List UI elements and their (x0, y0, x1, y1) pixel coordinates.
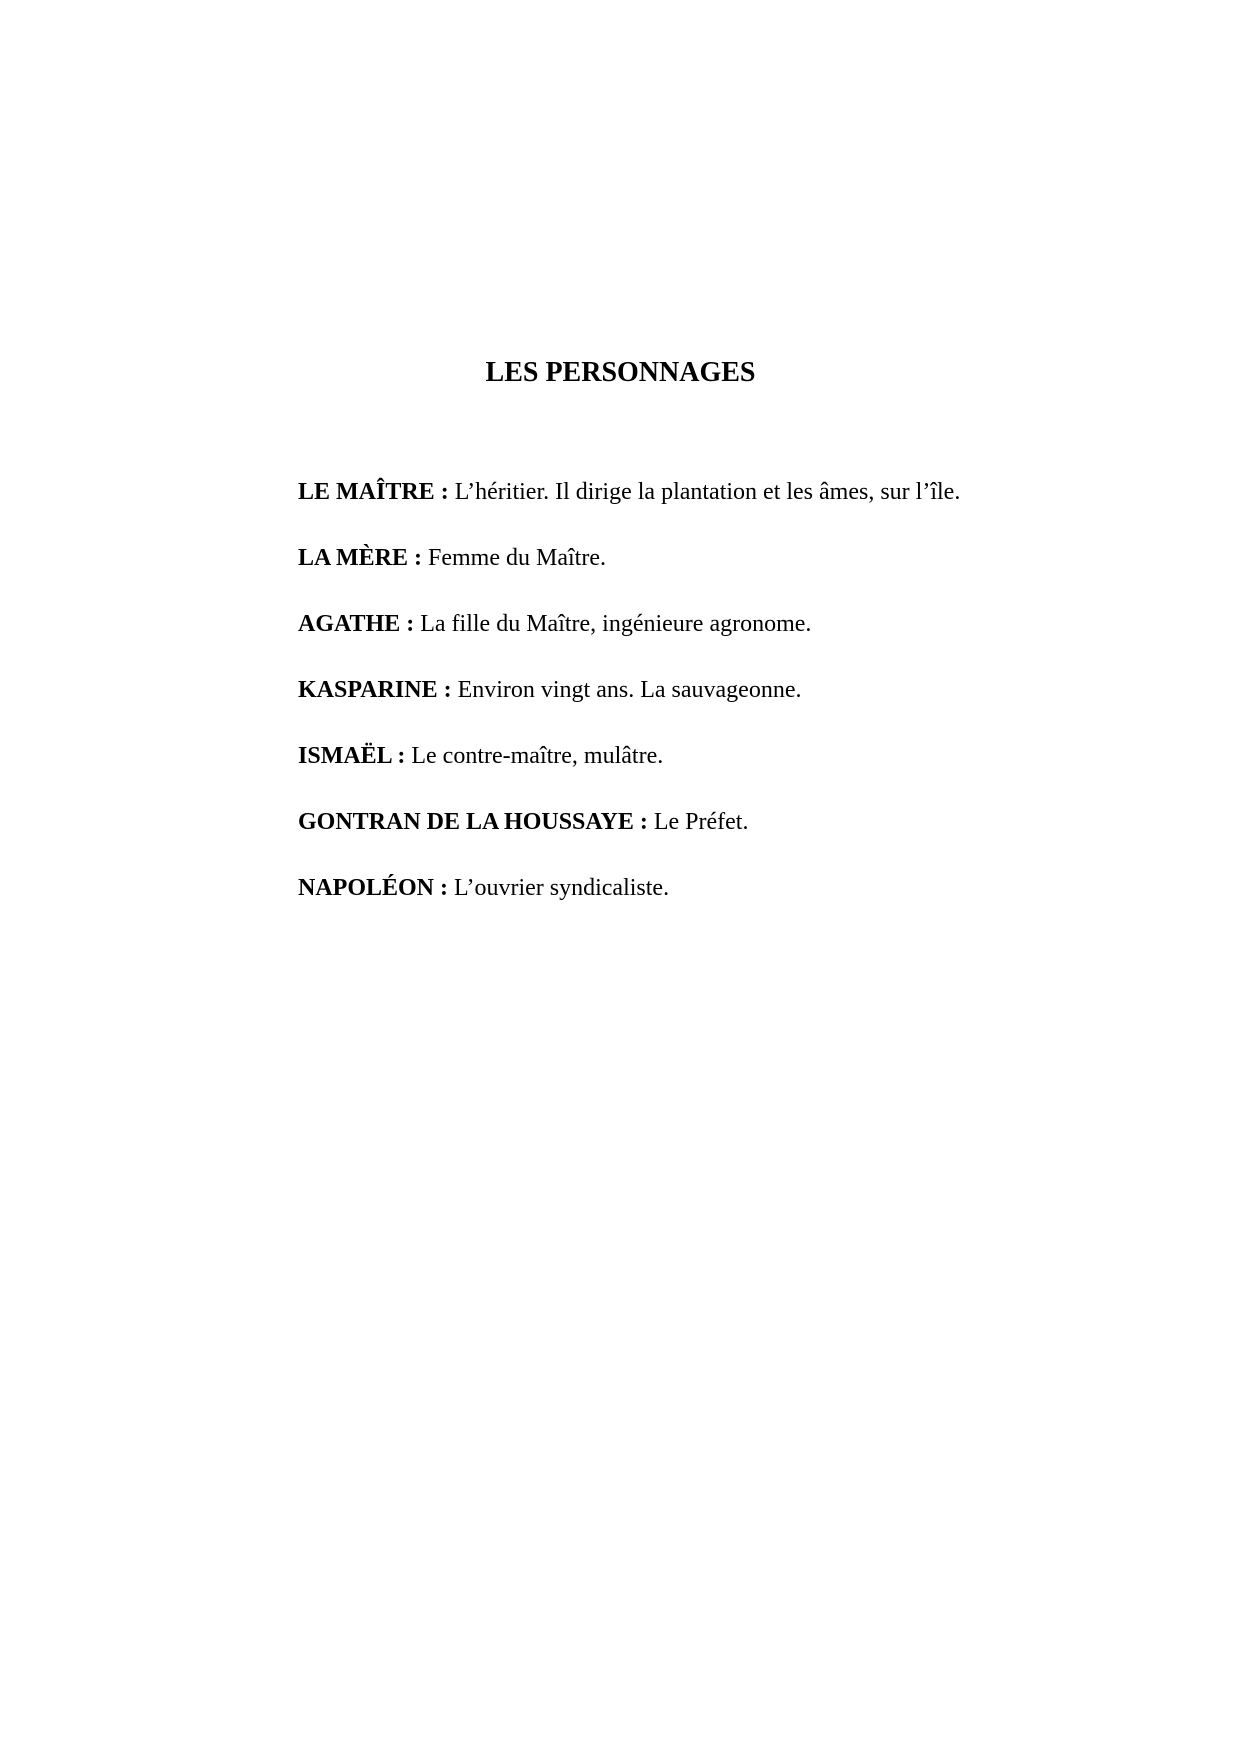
character-name: ISMAËL : (298, 743, 406, 769)
character-description: Le contre-maître, mulâtre. (411, 743, 664, 769)
character-name: NAPOLÉON : (298, 875, 448, 901)
character-description: Le Préfet. (653, 809, 749, 835)
character-list (298, 476, 1178, 938)
page-title: LES PERSONNAGES (485, 357, 756, 388)
character-entry (298, 608, 1178, 640)
character-name: LE MAÎTRE : (298, 479, 449, 505)
character-entry (298, 674, 1178, 706)
character-entry (298, 542, 1178, 574)
character-description: L’héritier. Il dirige la plantation et les âmes, sur l’île. (454, 479, 961, 505)
character-name: AGATHE : (298, 611, 415, 637)
character-entry (298, 872, 1178, 904)
character-description: Femme du Maître. (428, 545, 606, 571)
character-entry (298, 806, 1178, 838)
character-name: LA MÈRE : (298, 545, 423, 571)
character-entry (298, 476, 1178, 508)
character-description: L’ouvrier syndicaliste. (454, 875, 670, 901)
character-name: KASPARINE : (298, 677, 452, 703)
character-entry (298, 740, 1178, 772)
character-description: La fille du Maître, ingénieure agronome. (420, 611, 812, 637)
character-description: Environ vingt ans. La sauvageonne. (457, 677, 802, 703)
character-name: GONTRAN DE LA HOUSSAYE : (298, 809, 648, 835)
